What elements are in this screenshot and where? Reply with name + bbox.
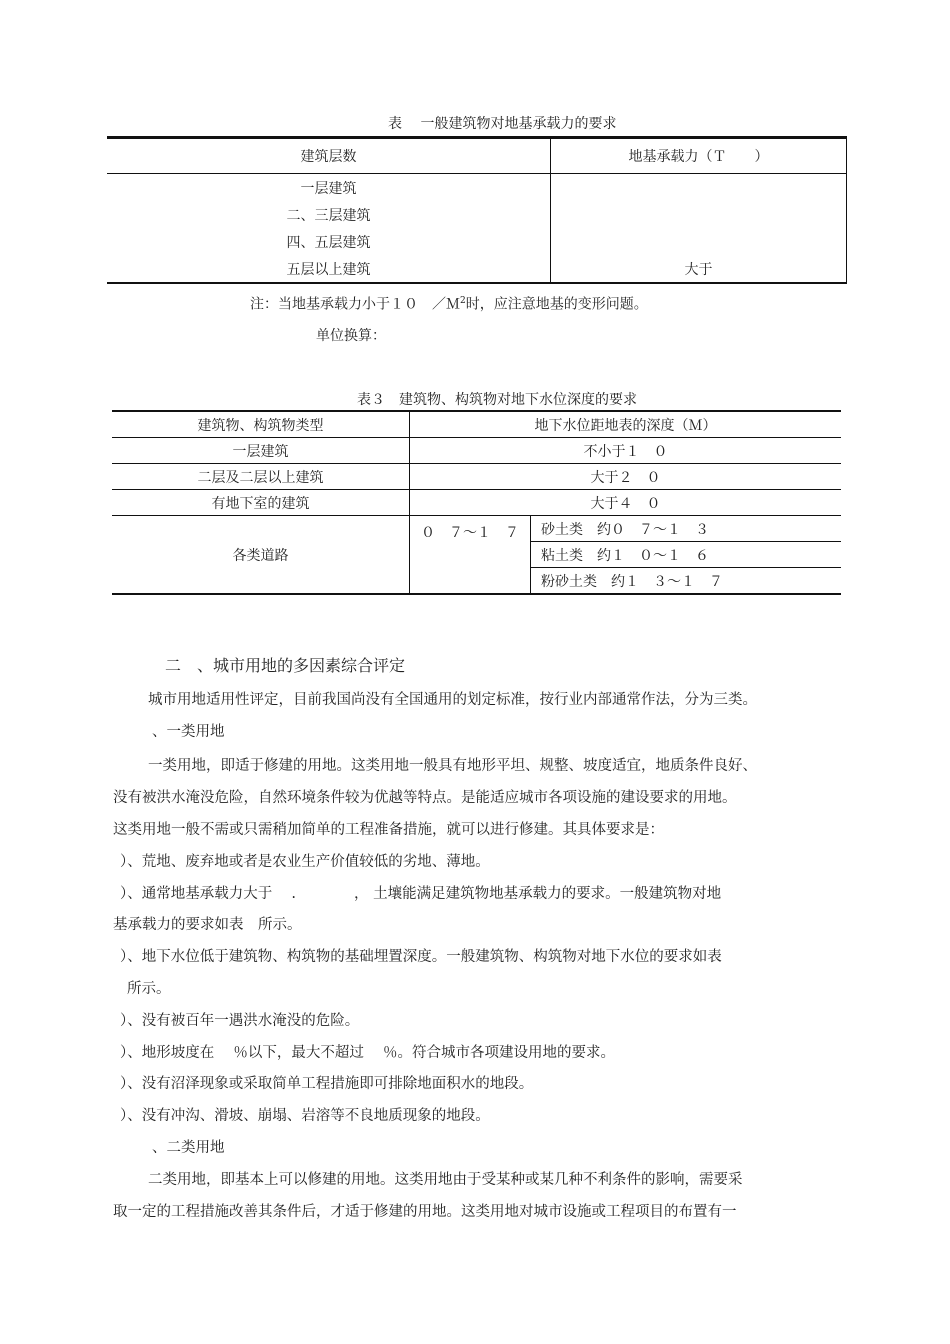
roads-range: ０ ７～１ ７ <box>410 516 531 595</box>
body-line: 这类用地一般不需或只需稍加简单的工程准备措施，就可以进行修建。其具体要求是： <box>113 822 664 838</box>
roads-label: 各类道路 <box>112 516 410 595</box>
body-line: ）、通常地基承载力大于 . ， 土壤能满足建筑物地基承载力的要求。一般建筑物对地 <box>120 886 722 902</box>
body-line: 二类用地，即基本上可以修建的用地。这类用地由于受某种或某几种不利条件的影响，需要采 <box>148 1172 743 1188</box>
subheading-class1: 、一类用地 <box>152 724 225 740</box>
body-line: ）、地下水位低于建筑物、构筑物的基础埋置深度。一般建筑物、构筑物对地下水位的要求如表 <box>120 949 722 965</box>
row-floors: 五层以上建筑 <box>107 255 551 283</box>
header-floors: 建筑层数 <box>107 138 551 174</box>
table2-caption: 表３ 建筑物、构筑物对地下水位深度的要求 <box>357 392 637 408</box>
row-floors: 四、五层建筑 <box>107 228 551 255</box>
table1-note: 注：当地基承载力小于１０ ／Ｍ$^2$时，应注意地基的变形问题。 <box>250 296 648 313</box>
body-line: 取一定的工程措施改善其条件后，才适于修建的用地。这类用地对城市设施或工程项目的布置有一 <box>113 1204 737 1220</box>
subheading-class2: 、二类用地 <box>152 1140 225 1156</box>
body-line: 一类用地，即适于修建的用地。这类用地一般具有地形平坦、规整、坡度适宜，地质条件良好、 <box>148 758 757 774</box>
row-type: 有地下室的建筑 <box>112 490 410 516</box>
bearing-capacity-table <box>107 136 847 284</box>
body-line: ）、没有沼泽现象或采取简单工程措施即可排除地面积水的地段。 <box>120 1076 534 1092</box>
roads-soil: 砂土类 约０ ７～１ ３ <box>531 516 842 542</box>
table1-caption: 表 一般建筑物对地基承载力的要求 <box>388 116 617 132</box>
roads-soil: 粉砂土类 约１ ３～１ ７ <box>541 573 723 590</box>
row-capacity <box>551 228 847 255</box>
section-heading: 二 、城市用地的多因素综合评定 <box>165 656 406 675</box>
row-capacity <box>551 174 847 202</box>
row-floors: 二、三层建筑 <box>107 201 551 228</box>
row-depth: 不小于１ ０ <box>410 438 842 464</box>
row-capacity <box>551 201 847 228</box>
header-type: 建筑物、构筑物类型 <box>112 411 410 438</box>
groundwater-table <box>112 410 841 595</box>
row-type: 一层建筑 <box>112 438 410 464</box>
header-depth: 地下水位距地表的深度（Ｍ） <box>410 411 842 438</box>
body-line: ）、荒地、废弃地或者是农业生产价值较低的劣地、薄地。 <box>120 854 490 870</box>
body-line: ）、没有被百年一遇洪水淹没的危险。 <box>120 1013 360 1029</box>
roads-soil: 粘土类 约１ ０～１ ６ <box>531 542 842 568</box>
body-line: 没有被洪水淹没危险，自然环境条件较为优越等特点。是能适应城市各项设施的建设要求的用地。 <box>113 790 737 806</box>
row-depth: 大于２ ０ <box>410 464 842 490</box>
row-depth: 大于４ ０ <box>410 490 842 516</box>
header-capacity: 地基承载力（Ｔ ） <box>551 138 847 174</box>
body-line: ）、地形坡度在 ％以下，最大不超过 ％。符合城市各项建设用地的要求。 <box>120 1045 615 1061</box>
body-line: ）、没有冲沟、滑坡、崩塌、岩溶等不良地质现象的地段。 <box>120 1108 490 1124</box>
table1-unit: 单位换算： <box>316 328 386 344</box>
body-line: 所示。 <box>127 981 171 997</box>
row-floors: 一层建筑 <box>107 174 551 202</box>
row-type: 二层及二层以上建筑 <box>112 464 410 490</box>
row-capacity: 大于 <box>551 255 847 283</box>
body-line: 基承载力的要求如表 所示。 <box>113 917 302 933</box>
intro-paragraph: 城市用地适用性评定，目前我国尚没有全国通用的划定标准，按行业内部通常作法，分为三类。 <box>148 692 757 708</box>
